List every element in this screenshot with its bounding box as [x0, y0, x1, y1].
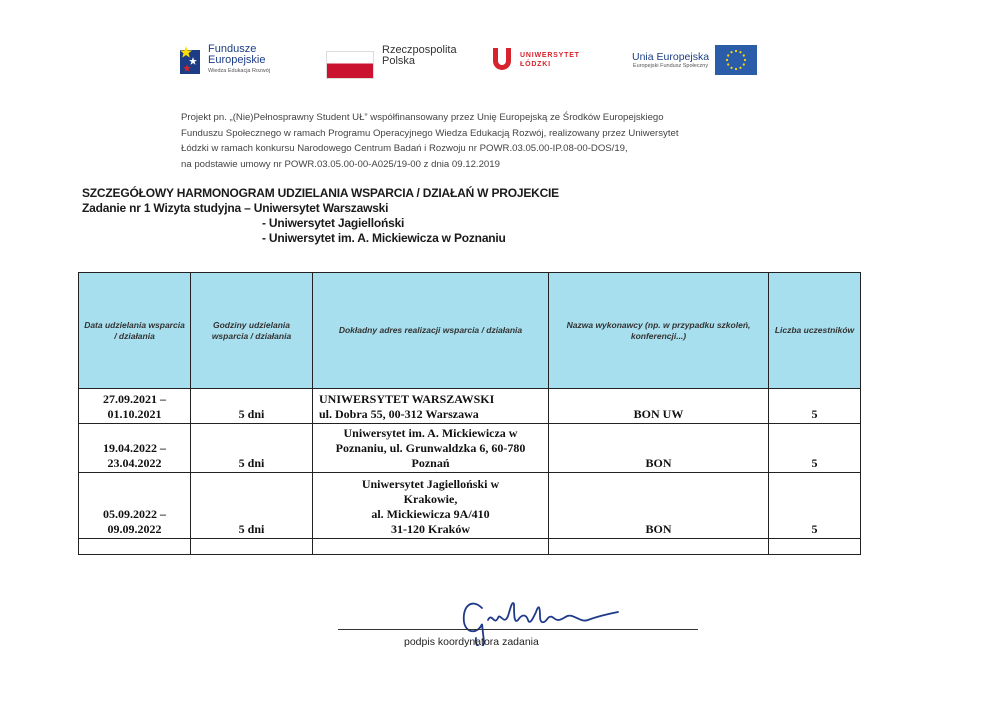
- cell-hours: 5 dni: [191, 389, 313, 424]
- table-row: [79, 473, 861, 539]
- cell-empty: [549, 539, 769, 555]
- signature-line: [338, 629, 698, 630]
- cell-address: [313, 473, 549, 539]
- address-line: 31-120 Kraków: [391, 522, 470, 536]
- project-line: Projekt pn. „(Nie)Pełnosprawny Student UŁ” współfinansowany przez Unię Europejską ze Środków Europejskiego: [181, 112, 664, 123]
- schedule-heading: [82, 186, 559, 246]
- cell-contractor: BON: [549, 473, 769, 539]
- address-line: Uniwersytet Jagielloński w: [361, 477, 500, 491]
- ul-u-icon: [490, 46, 514, 74]
- table-header-row: [79, 273, 861, 389]
- ue-line1: Unia Europejska: [632, 51, 710, 63]
- cell-date: [79, 473, 191, 539]
- cell-contractor: BON UW: [549, 389, 769, 424]
- rp-line2: Polska: [382, 55, 416, 67]
- address-line: UNIWERSYTET WARSZAWSKI: [319, 392, 495, 406]
- cell-date: [79, 424, 191, 473]
- header-date: Data udzielania wsparcia / działania: [79, 273, 191, 389]
- project-description: [181, 110, 771, 172]
- cell-count: 5: [769, 473, 861, 539]
- cell-empty: [769, 539, 861, 555]
- fe-stars-icon: [180, 44, 202, 76]
- address-line: Poznaniu, ul. Grunwaldzka 6, 60-780: [335, 441, 526, 455]
- unia-europejska-logo: [632, 40, 757, 80]
- cell-empty: [191, 539, 313, 555]
- table-row-empty: [79, 539, 861, 555]
- cell-empty: [313, 539, 549, 555]
- cell-count: 5: [769, 424, 861, 473]
- ue-line2: Europejski Fundusz Społeczny: [632, 63, 709, 69]
- eu-flag-icon: [715, 45, 757, 75]
- schedule-table: [78, 272, 861, 555]
- cell-address: [313, 424, 549, 473]
- fe-line2: Europejskie: [208, 53, 266, 66]
- date-start: 05.09.2022 –: [103, 507, 166, 521]
- uniwersytet-lodzki-logo: [490, 40, 580, 80]
- cell-empty: [79, 539, 191, 555]
- project-line: na podstawie umowy nr POWR.03.05.00-00-A025/19-00 z dnia 09.12.2019: [181, 158, 500, 170]
- address-line: Krakowie,: [403, 492, 458, 506]
- header-contractor: Nazwa wykonawcy (np. w przypadku szkoleń, konferencji...): [549, 273, 769, 389]
- address-line: ul. Dobra 55, 00-312 Warszawa: [319, 407, 479, 421]
- ul-line1: UNIWERSYTET: [520, 52, 580, 59]
- date-end: 01.10.2021: [107, 407, 162, 421]
- fundusze-europejskie-logo: [180, 40, 270, 80]
- date-start: 27.09.2021 –: [103, 392, 166, 406]
- task-item: - Uniwersytet im. A. Mickiewicza w Poznaniu: [262, 231, 506, 245]
- rzeczpospolita-polska-logo: [326, 40, 457, 80]
- cell-hours: 5 dni: [191, 424, 313, 473]
- header-address: Dokładny adres realizacji wsparcia / działania: [313, 273, 549, 389]
- header-count: Liczba uczestników: [769, 273, 861, 389]
- signature-area: [338, 590, 698, 670]
- polish-flag-icon: [326, 51, 374, 79]
- cell-date: [79, 389, 191, 424]
- date-end: 23.04.2022: [107, 456, 162, 470]
- task-line: Zadanie nr 1 Wizyta studyjna – Uniwersytet Warszawski: [82, 201, 389, 215]
- cell-hours: 5 dni: [191, 473, 313, 539]
- cell-count: 5: [769, 389, 861, 424]
- cell-contractor: BON: [549, 424, 769, 473]
- schedule-title: SZCZEGÓŁOWY HARMONOGRAM UDZIELANIA WSPARCIA / DZIAŁAŃ W PROJEKCIE: [82, 186, 559, 200]
- logo-strip: [180, 40, 770, 80]
- rp-line1: Rzeczpospolita: [382, 44, 457, 56]
- project-line: Funduszu Społecznego w ramach Programu Operacyjnego Wiedza Edukacją Rozwój, realizowany przez Uniwersytet: [181, 127, 679, 139]
- project-line: Łódzki w ramach konkursu Narodowego Centrum Badań i Rozwoju nr POWR.03.05.00-IP.08-00-DOS/19,: [181, 143, 628, 154]
- header-hours: Godziny udzielania wsparcia / działania: [191, 273, 313, 389]
- address-line: Uniwersytet im. A. Mickiewicza w: [343, 426, 518, 440]
- cell-address: [313, 389, 549, 424]
- date-end: 09.09.2022: [107, 522, 162, 536]
- address-line: al. Mickiewicza 9A/410: [371, 507, 490, 521]
- table-row: [79, 424, 861, 473]
- fe-line3: Wiedza Edukacja Rozwój: [208, 67, 271, 74]
- task-item: - Uniwersytet Jagielloński: [262, 216, 405, 230]
- ul-line2: ŁÓDZKI: [520, 61, 551, 68]
- address-line: Poznań: [411, 456, 450, 470]
- signature-label: podpis koordynatora zadania: [404, 636, 539, 648]
- table-row: [79, 389, 861, 424]
- fe-line1: Fundusze: [208, 42, 257, 55]
- date-start: 19.04.2022 –: [103, 441, 166, 455]
